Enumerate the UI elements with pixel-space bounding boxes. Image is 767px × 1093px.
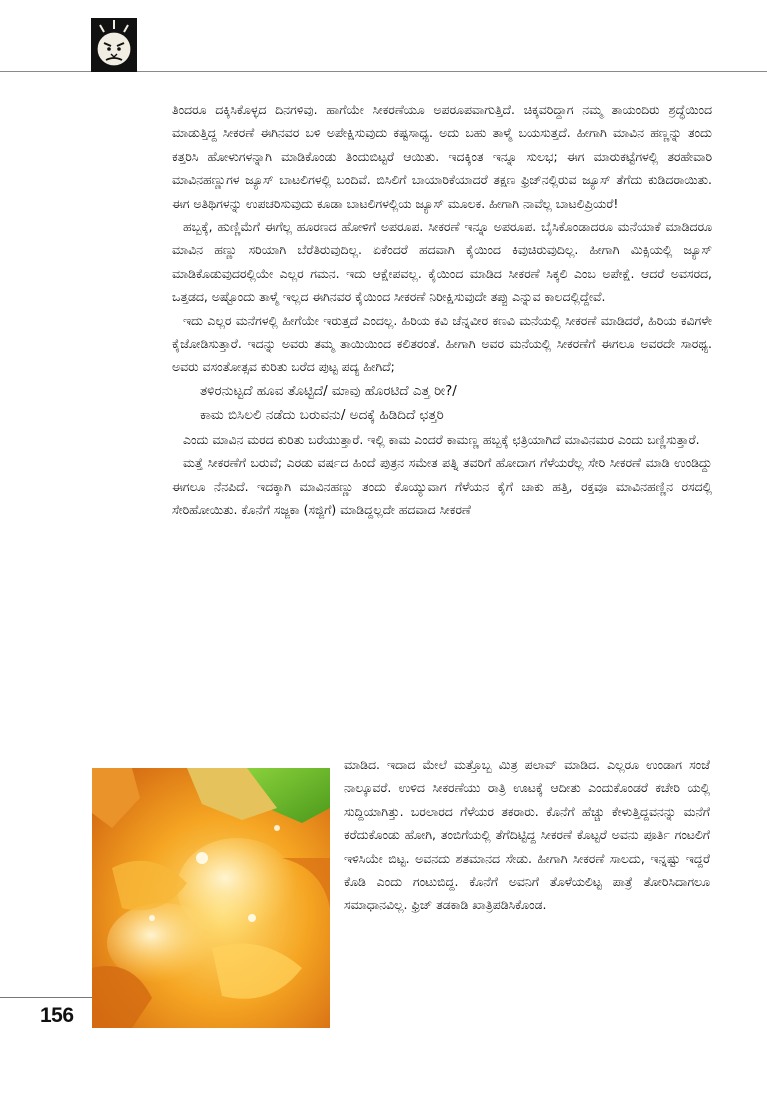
poem-block (172, 379, 712, 428)
wrapped-text-column: ಮಾಡಿದ. ಇದಾದ ಮೇಲೆ ಮತ್ತೊಬ್ಬ ಮಿತ್ರ ಪಲಾವ್ ಮಾಡಿದ. ಎಲ್ಲರೂ ಉಂಡಾಗ ಸಂಜೆ ನಾಲ್ಕೂವರೆ. ಉಳಿದ ಸೀಕರಣೆಯು ರಾತ್ರಿ ಊಟಕ್ಕೆ ಆದೀತು ಎಂದುಕೊಂಡರೆ ಕಚೇರಿ ಯಲ್ಲಿ ಸುದ್ದಿಯಾಗಿತ್ತು. ಬರಲಾರದ ಗೆಳೆಯರ ತಕರಾರು. ಕೊನೆಗೆ ಹೆಚ್ಚು ಕೇಳುತ್ತಿದ್ದವನನ್ನು ಮನೆಗೆ ಕರೆದುಕೊಂಡು ಹೋಗಿ, ತಂಬಿಗೆಯಲ್ಲಿ ತೆಗೆದಿಟ್ಟಿದ್ದ ಸೀಕರಣೆ ಕೊಟ್ಟರೆ ಅವನು ಪೂರ್ತಿ ಗಂಟಲಿಗೆ ಇಳಿಸಿಯೇ ಬಿಟ್ಟ. ಅವನದು ಶತಮಾನದ ಸೇಡು. ಹೀಗಾಗಿ ಸೀಕರಣೆ ಸಾಲದು, ಇನ್ನಷ್ಟು ಇದ್ದರೆ ಕೊಡಿ ಎಂದು ಗಂಟುಬಿದ್ದ. ಕೊನೆಗೆ ಅವನಿಗೆ ತೊಳೆಯಲಿಟ್ಟ ಪಾತ್ರೆ ತೋರಿಸಿದಾಗಲೂ ಸಮಾಧಾನವಿಲ್ಲ. ಫ್ರಿಜ್ ತಡಕಾಡಿ ಖಾತ್ರಿಪಡಿಸಿಕೊಂಡ. (344, 757, 710, 913)
paragraph-3: ಇದು ಎಲ್ಲರ ಮನೆಗಳಲ್ಲಿ ಹೀಗೆಯೇ ಇರುತ್ತದೆ ಎಂದಲ್ಲ. ಹಿರಿಯ ಕವಿ ಚೆನ್ನವೀರ ಕಣವಿ ಮನೆಯಲ್ಲಿ ಸೀಕರಣೆ ಮಾಡಿದರೆ, ಹಿರಿಯ ಕವಿಗಳೇ ಕೈಜೋಡಿಸುತ್ತಾರೆ. ಇದನ್ನು ಅವರು ತಮ್ಮ ತಾಯಿಯಿಂದ ಕಲಿತರಂತೆ. ಹೀಗಾಗಿ ಅವರ ಮನೆಯಲ್ಲಿ ಸೀಕರಣೆಗೆ ಈಗಲೂ ಅವರದೇ ಸಾರಥ್ಯ. ಅವರು ವಸಂತೋತ್ಸವ ಕುರಿತು ಬರೆದ ಪುಟ್ಟ ಪದ್ಯ ಹೀಗಿದೆ; (172, 312, 712, 375)
paragraph-2: ಹಬ್ಬಕ್ಕೆ, ಹುಣ್ಣಿಮೆಗೆ ಈಗೆಲ್ಲ ಹೂರಣದ ಹೋಳಿಗೆ ಅಪರೂಪ. ಸೀಕರಣೆ ಇನ್ನೂ ಅಪರೂಪ. ಬೈಸಿಕೊಂಡಾದರೂ ಮನೆಯಾಕೆ ಮಾಡಿದರೂ ಮಾವಿನ ಹಣ್ಣು ಸರಿಯಾಗಿ ಬೆರೆತಿರುವುದಿಲ್ಲ. ಏಕೆಂದರೆ ಹದವಾಗಿ ಕೈಯಿಂದ ಕಿವುಚಿರುವುದಿಲ್ಲ. ಹೀಗಾಗಿ ಮಿಕ್ಸಿಯಲ್ಲಿ ಜ್ಯೂಸ್ ಮಾಡಿಕೊಡುವುದರಲ್ಲಿಯೇ ಎಲ್ಲರ ಗಮನ. ಇದು ಆಕ್ಷೇಪವಲ್ಲ. ಕೈಯಿಂದ ಮಾಡಿದ ಸೀಕರಣೆ ಸಿಕ್ಕಲಿ ಎಂಬ ಅಪೇಕ್ಷೆ. ಆದರೆ ಅವಸರದ, ಒತ್ತಡದ, ಅಷ್ಟೊಂದು ತಾಳ್ಮೆ ಇಲ್ಲದ ಈಗಿನವರ ಕೈಯಿಂದ ಸೀಕರಣೆ ನಿರೀಕ್ಷಿಸುವುದೇ ತಪ್ಪು ಎನ್ನುವ ಕಾಲದಲ್ಲಿದ್ದೇವೆ. (172, 219, 712, 305)
footer-rule (0, 997, 92, 998)
paragraph-5: ಮತ್ತೆ ಸೀಕರಣೆಗೆ ಬರುವೆ; ಎರಡು ವರ್ಷದ ಹಿಂದೆ ಪುತ್ರನ ಸಮೇತ ಪತ್ನಿ ತವರಿಗೆ ಹೋದಾಗ ಗೆಳೆಯರೆಲ್ಲ ಸೇರಿ ಸೀಕರಣೆ ಮಾಡಿ ಉಂಡಿದ್ದು ಈಗಲೂ ನೆನಪಿದೆ. ಇದಕ್ಕಾಗಿ ಮಾವಿನಹಣ್ಣು ತಂದು ಕೊಯ್ಯುವಾಗ ಗೆಳೆಯನ ಕೈಗೆ ಚಾಕು ಹತ್ತಿ, ರಕ್ತವೂ ಮಾವಿನಹಣ್ಣಿನ ರಸದಲ್ಲಿ ಸೇರಿಹೋಯಿತು. ಕೊನೆಗೆ ಸಜ್ಜಕಾ (ಸಜ್ಜಿಗೆ) ಮಾಡಿದ್ದಲ್ಲದೇ ಹದವಾದ ಸೀಕರಣೆ (172, 455, 712, 518)
paragraph-1: ತಿಂದರೂ ದಕ್ಕಿಸಿಕೊಳ್ಳದ ದಿನಗಳಿವು. ಹಾಗೆಯೇ ಸೀಕರಣೆಯೂ ಅಪರೂಪವಾಗುತ್ತಿದೆ. ಚಿಕ್ಕವರಿದ್ದಾಗ ನಮ್ಮ ತಾಯಂದಿರು ಶ್ರದ್ಧೆಯಿಂದ ಮಾಡುತ್ತಿದ್ದ ಸೀಕರಣೆ ಈಗಿನವರ ಬಳಿ ಅಪೇಕ್ಷಿಸುವುದು ಕಷ್ಟಸಾಧ್ಯ. ಅದು ಬಹು ತಾಳ್ಮೆ ಬಯಸುತ್ತದೆ. ಹೀಗಾಗಿ ಮಾವಿನ ಹಣ್ಣನ್ನು ತಂದು ಕತ್ತರಿಸಿ ಹೋಳುಗಳನ್ನಾಗಿ ಮಾಡಿಕೊಂಡು ತಿಂದುಬಿಟ್ಟರೆ ಆಯಿತು. ಇದಕ್ಕಿಂತ ಇನ್ನೂ ಸುಲಭ; ಈಗ ಮಾರುಕಟ್ಟೆಗಳಲ್ಲಿ ತರಹೇವಾರಿ ಮಾವಿನಹಣ್ಣುಗಳ ಜ್ಯೂಸ್ ಬಾಟಲಿಗಳಲ್ಲಿ ಬಂದಿವೆ. ಬಿಸಿಲಿಗೆ ಬಾಯಾರಿಕೆಯಾದರೆ ತಕ್ಷಣ ಫ್ರಿಜ್‌ನಲ್ಲಿರುವ ಜ್ಯೂಸ್ ತೆಗೆದು ಕುಡಿದರಾಯಿತು. ಈಗ ಅತಿಥಿಗಳನ್ನು ಉಪಚರಿಸುವುದು ಕೂಡಾ ಬಾಟಲಿಗಳಲ್ಲಿಯ ಜ್ಯೂಸ್ ಮೂಲಕ. ಹೀಗಾಗಿ ನಾವೆಲ್ಲ ಬಾಟಲಿಪ್ರಿಯರೆ! (172, 102, 712, 211)
paragraph-4: ಎಂದು ಮಾವಿನ ಮರದ ಕುರಿತು ಬರೆಯುತ್ತಾರೆ. ಇಲ್ಲಿ ಕಾಮ ಎಂದರೆ ಕಾಮಣ್ಣ ಹಬ್ಬಕ್ಕೆ ಛತ್ರಿಯಾಗಿದೆ ಮಾವಿನಮರ ಎಂದು ಬಣ್ಣಿಸುತ್ತಾರೆ. (183, 431, 700, 447)
page-number: 156 (40, 1004, 74, 1027)
article-body (172, 98, 712, 522)
mango-pulp-photo (92, 768, 330, 1028)
poem-line-1: ತಳಿರನುಟ್ಟದೆ ಹೂವ ತೊಟ್ಟಿದೆ/ ಮಾವು ಹೊರಟಿದೆ ಎತ್ತ ರೀ?/ (200, 382, 457, 399)
poem-line-2: ಕಾಮ ಬಿಸಿಲಲಿ ನಡೆದು ಬರುವನು/ ಅದಕ್ಕೆ ಹಿಡಿದಿದೆ ಛತ್ತರಿ (200, 407, 444, 424)
magazine-logo-icon (91, 18, 137, 72)
